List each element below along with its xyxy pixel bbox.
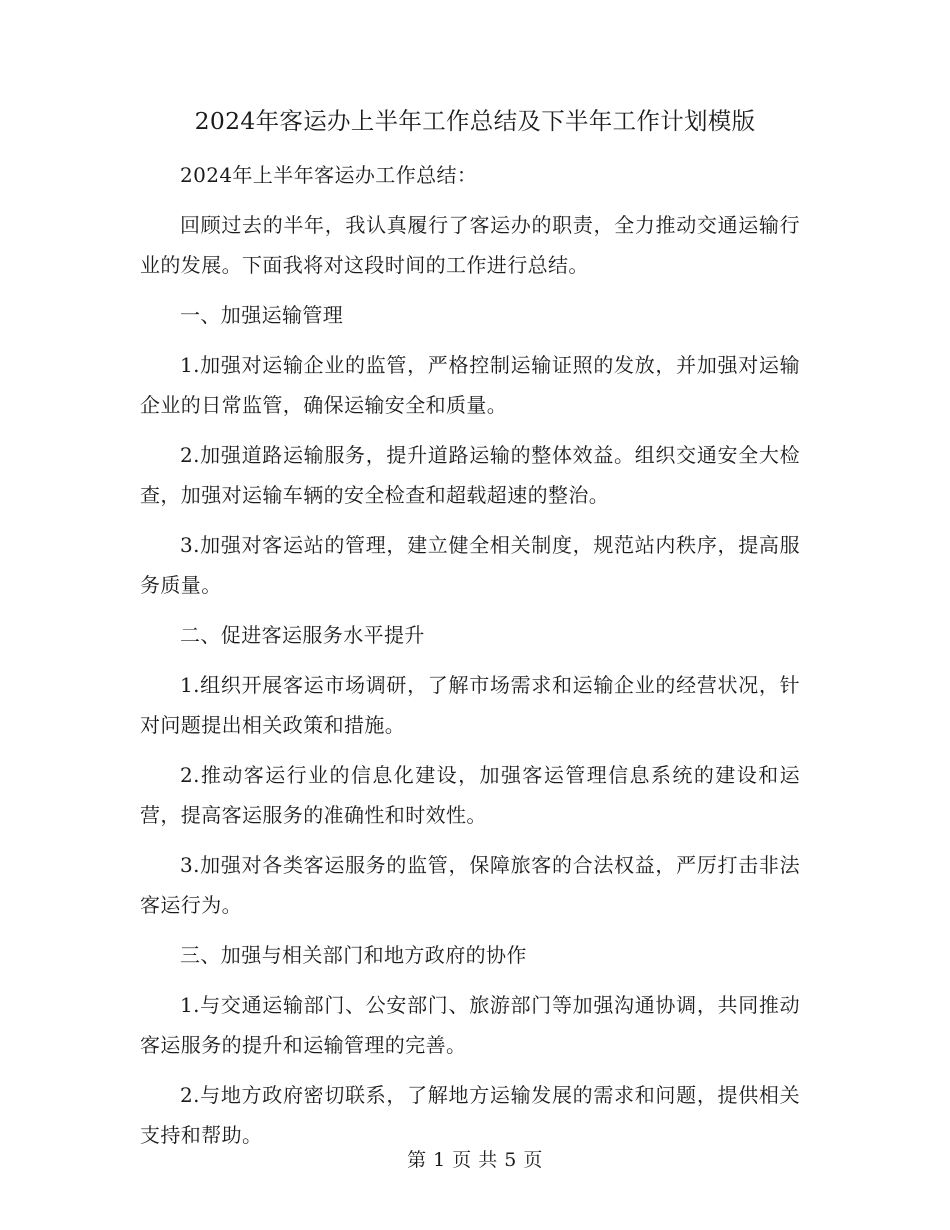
- intro-paragraph: 回顾过去的半年，我认真履行了客运办的职责，全力推动交通运输行业的发展。下面我将对这段时间的工作进行总结。: [140, 213, 800, 277]
- page-number-label: 第 1 页 共 5 页: [407, 1149, 543, 1171]
- section-3-item-1: 1.与交通运输部门、公安部门、旅游部门等加强沟通协调，共同推动客运服务的提升和运输管理的完善。: [140, 993, 800, 1057]
- section-2-item-2: 2.推动客运行业的信息化建设，加强客运管理信息系统的建设和运营，提高客运服务的准确性和时效性。: [140, 763, 800, 827]
- document-body: [140, 155, 800, 1165]
- section-3-item-2: 2.与地方政府密切联系，了解地方运输发展的需求和问题，提供相关支持和帮助。: [140, 1083, 800, 1147]
- section-2-item-1: 1.组织开展客运市场调研，了解市场需求和运输企业的经营状况，针对问题提出相关政策和措施。: [140, 673, 800, 737]
- summary-subtitle: 2024年上半年客运办工作总结：: [180, 163, 478, 187]
- section-heading-2: 二、促进客运服务水平提升: [180, 623, 425, 647]
- document-title: 2024年客运办上半年工作总结及下半年工作计划模版: [194, 107, 756, 135]
- section-heading-1: 一、加强运输管理: [180, 303, 344, 327]
- section-heading-3: 三、加强与相关部门和地方政府的协作: [180, 943, 527, 967]
- page-footer: [0, 1146, 950, 1174]
- section-1-item-2: 2.加强道路运输服务，提升道路运输的整体效益。组织交通安全大检查，加强对运输车辆的安全检查和超载超速的整治。: [140, 443, 800, 507]
- section-1-item-3: 3.加强对客运站的管理，建立健全相关制度，规范站内秩序，提高服务质量。: [140, 533, 800, 597]
- section-1-item-1: 1.加强对运输企业的监管，严格控制运输证照的发放，并加强对运输企业的日常监管，确保运输安全和质量。: [140, 353, 800, 417]
- section-2-item-3: 3.加强对各类客运服务的监管，保障旅客的合法权益，严厉打击非法客运行为。: [140, 853, 800, 917]
